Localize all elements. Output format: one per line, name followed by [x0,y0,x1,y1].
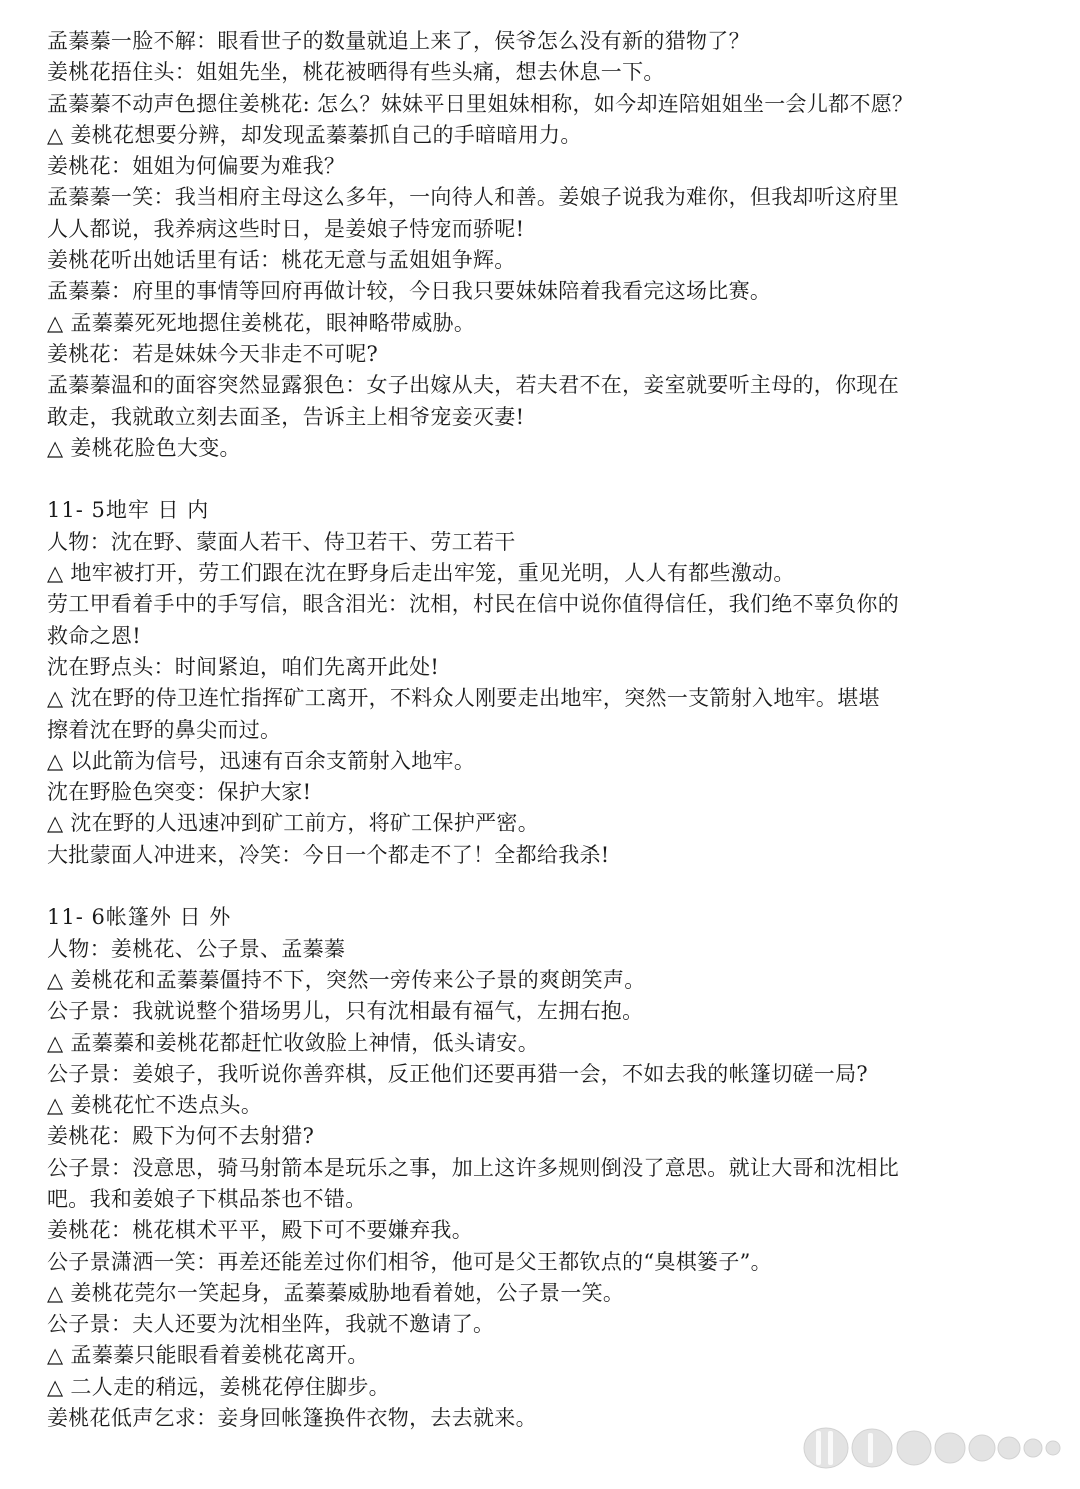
script-line: 沈在野点头：时间紧迫，咱们先离开此处! [47,654,440,679]
script-line: △ 沈在野的侍卫连忙指挥矿工离开，不料众人刚要走出地牢，突然一支箭射入地牢。堪堪 [47,686,880,711]
script-line: 孟蓁蓁一笑：我当相府主母这么多年，一向待人和善。姜娘子说我为难你，但我却听这府里 [47,185,899,210]
script-line: △ 孟蓁蓁和姜桃花都赶忙收敛脸上神情，低头请安。 [47,1030,540,1055]
script-line: 孟蓁蓁温和的面容突然显露狠色：女子出嫁从夫，若夫君不在，妾室就要听主母的，你现在 [47,373,899,398]
script-line: 公子景潇洒一笑：再差还能差过你们相爷，他可是父王都钦点的“臭棋篓子”。 [47,1249,772,1274]
script-line: 人人都说，我养病这些时日，是姜娘子恃宠而骄呢! [47,216,525,241]
script-line: △ 姜桃花和孟蓁蓁僵持不下，突然一旁传来公子景的爽朗笑声。 [47,967,646,992]
script-line: 孟蓁蓁不动声色摁住姜桃花: 怎么？妹妹平日里姐妹相称，如今却连陪姐姐坐一会儿都不愿？ [47,91,914,116]
script-line: 姜桃花：姐姐为何偏要为难我？ [47,154,346,179]
script-line: 姜桃花：殿下为何不去射猎? [47,1124,315,1149]
section-spacer [47,464,1047,495]
script-line: 公子景：没意思，骑马射箭本是玩乐之事，加上这许多规则倒没了意思。就让大哥和沈相比 [47,1155,899,1180]
script-line: △ 姜桃花想要分辨，却发现孟蓁蓁抓自己的手暗暗用力。 [47,122,582,147]
script-line: 沈在野脸色突变：保护大家! [47,780,312,805]
script-line: △ 以此箭为信号，迅速有百余支箭射入地牢。 [47,748,476,773]
script-line: 姜桃花：桃花棋术平平，殿下可不要嫌弃我。 [47,1218,473,1243]
script-line: 公子景：我就说整个猎场男儿，只有沈相最有福气，左拥右抱。 [47,999,644,1024]
script-line: 人物：沈在野、蒙面人若干、侍卫若干、劳工若干 [47,529,516,554]
script-line: △ 二人走的稍远，姜桃花停住脚步。 [47,1374,390,1399]
script-document [47,26,1047,1434]
script-line: △ 孟蓁蓁死死地摁住姜桃花，眼神略带威胁。 [47,310,476,335]
script-line: △ 姜桃花莞尔一笑起身，孟蓁蓁威胁地看着她，公子景一笑。 [47,1280,625,1305]
script-line: △ 孟蓁蓁只能眼看着姜桃花离开。 [47,1343,369,1368]
script-line: 姜桃花：若是妹妹今天非走不可呢? [47,341,379,366]
script-line: 姜桃花低声乞求：妾身回帐篷换件衣物，去去就来。 [47,1406,537,1431]
script-line: 大批蒙面人冲进来，冷笑：今日一个都走不了！全都给我杀! [47,842,610,867]
script-line: 孟蓁蓁：府里的事情等回府再做计较，今日我只要妹妹陪着我看完这场比赛。 [47,279,772,304]
script-line: 人物：姜桃花、公子景、孟蓁蓁 [47,936,346,961]
scene-heading: 11- 5地牢 日 内 [47,498,210,523]
scene-heading: 11- 6帐篷外 日 外 [47,905,232,930]
script-line: 姜桃花听出她话里有话：桃花无意与孟姐姐争辉。 [47,248,516,273]
script-line: 公子景：姜娘子，我听说你善弈棋，反正他们还要再猎一会，不如去我的帐篷切磋一局? [47,1061,868,1086]
script-line: △ 姜桃花脸色大变。 [47,435,241,460]
script-line: 公子景：夫人还要为沈相坐阵，我就不邀请了。 [47,1312,495,1337]
script-line: △ 地牢被打开，劳工们跟在沈在野身后走出牢笼，重见光明，人人有都些激动。 [47,561,795,586]
section-spacer [47,871,1047,902]
script-line: 姜桃花捂住头：姐姐先坐，桃花被晒得有些头痛，想去休息一下。 [47,60,665,85]
script-line: △ 沈在野的人迅速冲到矿工前方，将矿工保护严密。 [47,811,540,836]
script-line: 劳工甲看着手中的手写信，眼含泪光：沈相，村民在信中说你值得信任，我们绝不辜负你的 [47,592,899,617]
script-line: 孟蓁蓁一脸不解：眼看世子的数量就追上来了，侯爷怎么没有新的猎物了？ [47,29,750,53]
weibo-dots-watermark-icon [798,1417,1068,1479]
script-line: 擦着沈在野的鼻尖而过。 [47,717,282,742]
script-line: 吧。我和姜娘子下棋品茶也不错。 [47,1186,367,1211]
script-line: △ 姜桃花忙不迭点头。 [47,1093,263,1118]
script-line: 救命之恩! [47,623,141,648]
script-line: 敢走，我就敢立刻去面圣，告诉主上相爷宠妾灭妻! [47,404,525,429]
